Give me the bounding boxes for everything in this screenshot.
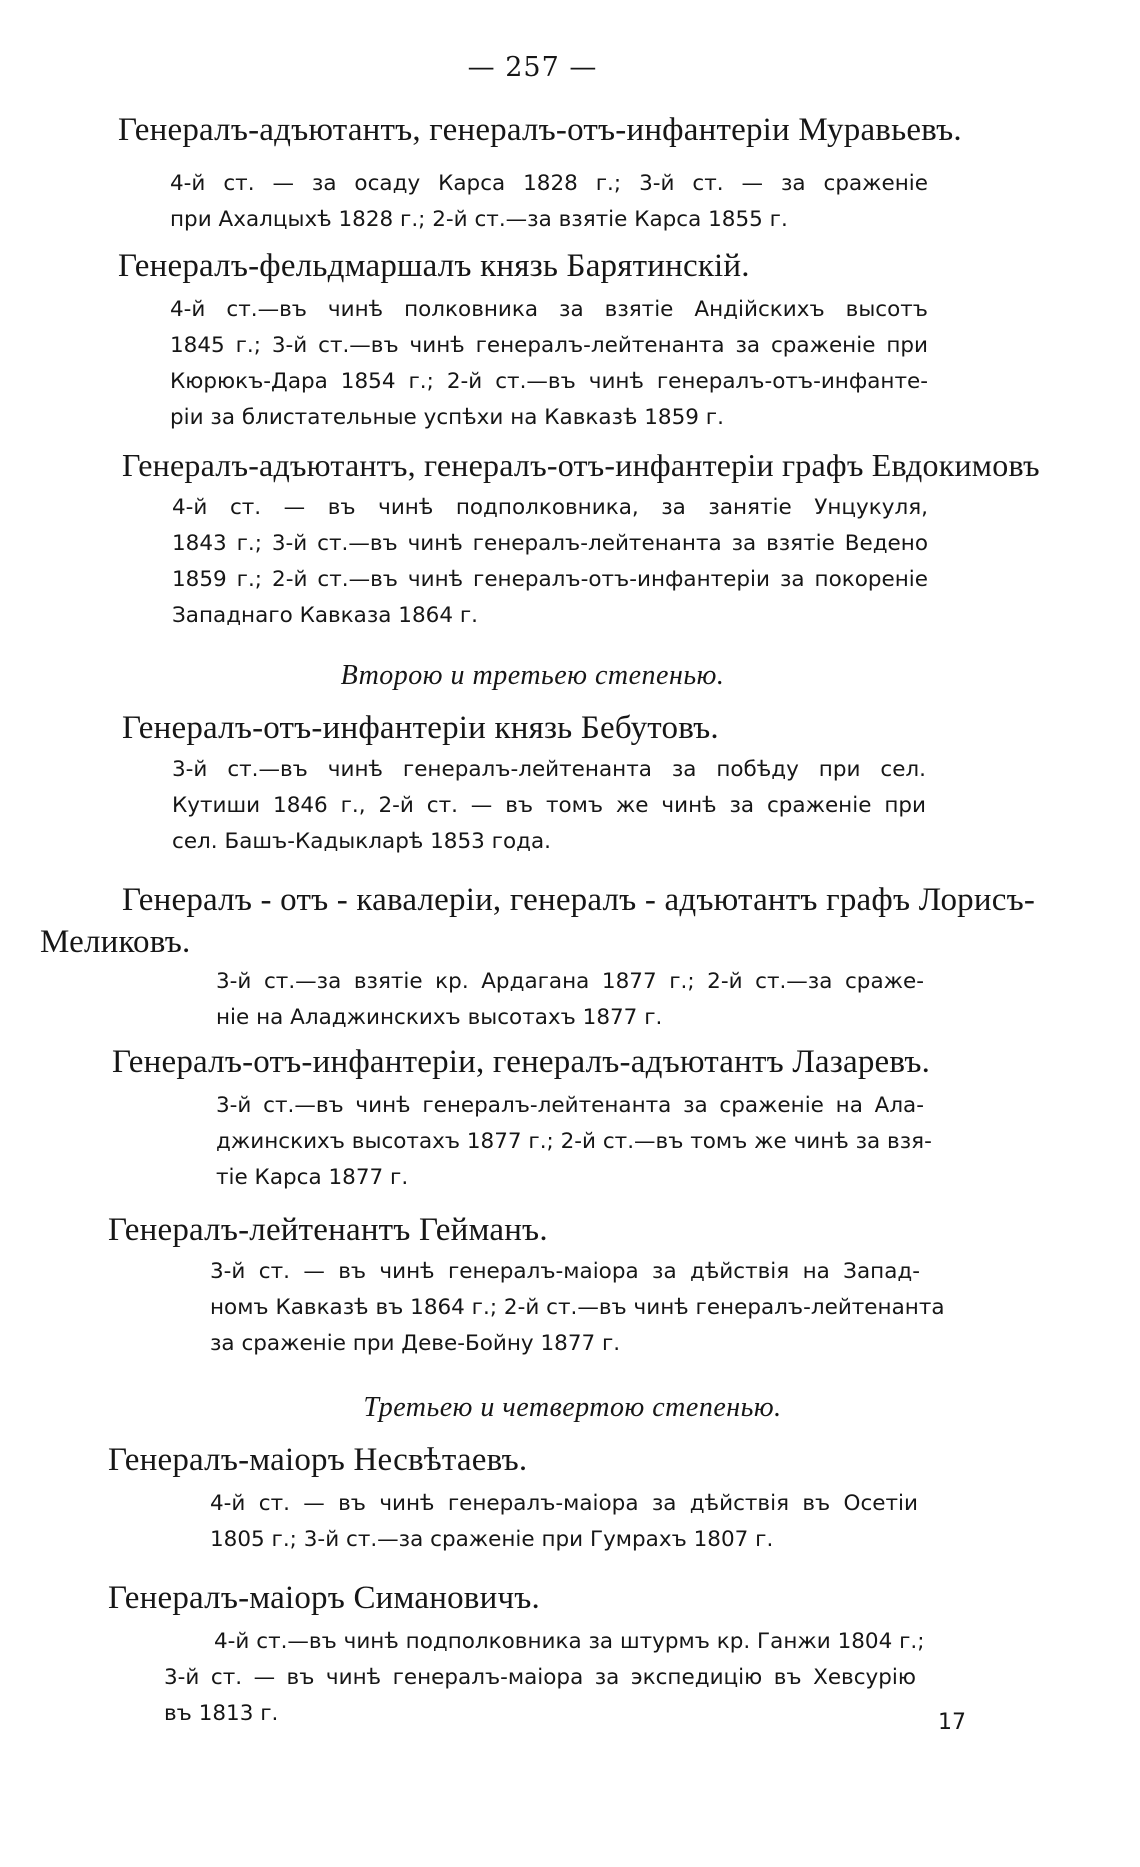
signature-mark: 17	[938, 1710, 966, 1735]
entry-heading-continuation: Меликовъ.	[40, 924, 191, 960]
section-title-third-fourth: Третьею и четвертою степенью.	[363, 1392, 782, 1423]
entry-text-loris-melikov	[216, 964, 924, 1036]
text-line: ніе на Аладжинскихъ высотахъ 1877 г.	[216, 1005, 663, 1030]
entry-heading-nesvetaev: Генералъ-маіоръ Несвѣтаевъ.	[108, 1442, 528, 1478]
text-line: джинскихъ высотахъ 1877 г.; 2-й ст.—въ томъ же чинѣ за взя-	[216, 1129, 932, 1154]
text-line: 4-й ст.—въ чинѣ подполковника за штурмъ кр. Ганжи 1804 г.;	[214, 1629, 925, 1654]
text-line: ріи за блистательные успѣхи на Кавказѣ 1859 г.	[170, 405, 724, 430]
text-line: 3-й ст. — въ чинѣ генералъ-маіора за дѣйствія на Запад-	[210, 1259, 920, 1284]
text-line: Западнаго Кавказа 1864 г.	[172, 603, 478, 628]
entry-text-evdokimov	[172, 490, 928, 634]
text-line: Кутиши 1846 г., 2-й ст. — въ томъ же чинѣ за сраженіе при	[172, 793, 926, 818]
entry-text-nesvetaev	[210, 1486, 918, 1558]
section-title-second-third: Второю и третьею степенью.	[340, 660, 725, 691]
text-line: 3-й ст.—въ чинѣ генералъ-лейтенанта за побѣду при сел.	[172, 757, 926, 782]
text-line: 3-й ст.—за взятіе кр. Ардагана 1877 г.; 2-й ст.—за сраже-	[216, 969, 924, 994]
text-line: 1859 г.; 2-й ст.—въ чинѣ генералъ-отъ-инфантеріи за покореніе	[172, 567, 928, 592]
text-line: 3-й ст. — въ чинѣ генералъ-маіора за экспедицію въ Хевсурію	[164, 1665, 916, 1690]
entry-heading-loris-melikov	[122, 882, 1036, 918]
entry-text-bebutov	[172, 752, 926, 860]
entry-text-baryatinsky	[170, 292, 928, 436]
text-line: 3-й ст.—въ чинѣ генералъ-лейтенанта за сраженіе на Ала-	[216, 1093, 924, 1118]
text-line: 1843 г.; 3-й ст.—въ чинѣ генералъ-лейтенанта за взятіе Ведено	[172, 531, 928, 556]
text-line: 4-й ст. — въ чинѣ подполковника, за занятіе Унцукуля,	[172, 495, 928, 520]
text-line: 1805 г.; 3-й ст.—за сраженіе при Гумрахъ 1807 г.	[210, 1527, 774, 1552]
text-line: номъ Кавказѣ въ 1864 г.; 2-й ст.—въ чинѣ генералъ-лейтенанта	[210, 1295, 945, 1320]
text-line: при Ахалцыхѣ 1828 г.; 2-й ст.—за взятіе Карса 1855 г.	[170, 207, 788, 232]
entry-heading-simanovich: Генералъ-маіоръ Симановичъ.	[108, 1580, 540, 1616]
entry-heading-baryatinsky: Генералъ-фельдмаршалъ князь Барятинскій.	[118, 248, 750, 284]
entry-text-geyman	[210, 1254, 945, 1362]
entry-text-muravyev	[170, 166, 928, 238]
entry-heading-bebutov: Генералъ-отъ-инфантеріи князь Бебутовъ.	[122, 710, 719, 746]
text-line: 4-й ст. — за осаду Карса 1828 г.; 3-й ст. — за сраженіе	[170, 171, 928, 196]
heading-line: Генералъ - отъ - кавалеріи, генералъ - адъютантъ графъ Лорисъ-	[122, 882, 1036, 918]
entry-heading-muravyev: Генералъ-адъютантъ, генералъ-отъ-инфантеріи Муравьевъ.	[118, 112, 962, 148]
entry-heading-evdokimov: Генералъ-адъютантъ, генералъ-отъ-инфантеріи графъ Евдокимовъ	[122, 447, 1040, 483]
text-line: сел. Башъ-Кадыкларѣ 1853 года.	[172, 829, 551, 854]
entry-heading-lazarev: Генералъ-отъ-инфантеріи, генералъ-адъютантъ Лазаревъ.	[112, 1044, 931, 1080]
text-line: въ 1813 г.	[164, 1701, 279, 1726]
text-line: тіе Карса 1877 г.	[216, 1165, 409, 1190]
text-line: 1845 г.; 3-й ст.—въ чинѣ генералъ-лейтенанта за сраженіе при	[170, 333, 928, 358]
entry-heading-geyman: Генералъ-лейтенантъ Гейманъ.	[108, 1212, 548, 1248]
page-number: — 257 —	[467, 52, 598, 83]
text-line: 4-й ст.—въ чинѣ полковника за взятіе Андійскихъ высотъ	[170, 297, 928, 322]
entry-text-simanovich	[164, 1624, 925, 1732]
text-line: Кюрюкъ-Дара 1854 г.; 2-й ст.—въ чинѣ генералъ-отъ-инфанте-	[170, 369, 928, 394]
text-line: 4-й ст. — въ чинѣ генералъ-маіора за дѣйствія въ Осетіи	[210, 1491, 918, 1516]
entry-text-lazarev	[216, 1088, 932, 1196]
text-line: за сраженіе при Деве-Бойну 1877 г.	[210, 1331, 621, 1356]
